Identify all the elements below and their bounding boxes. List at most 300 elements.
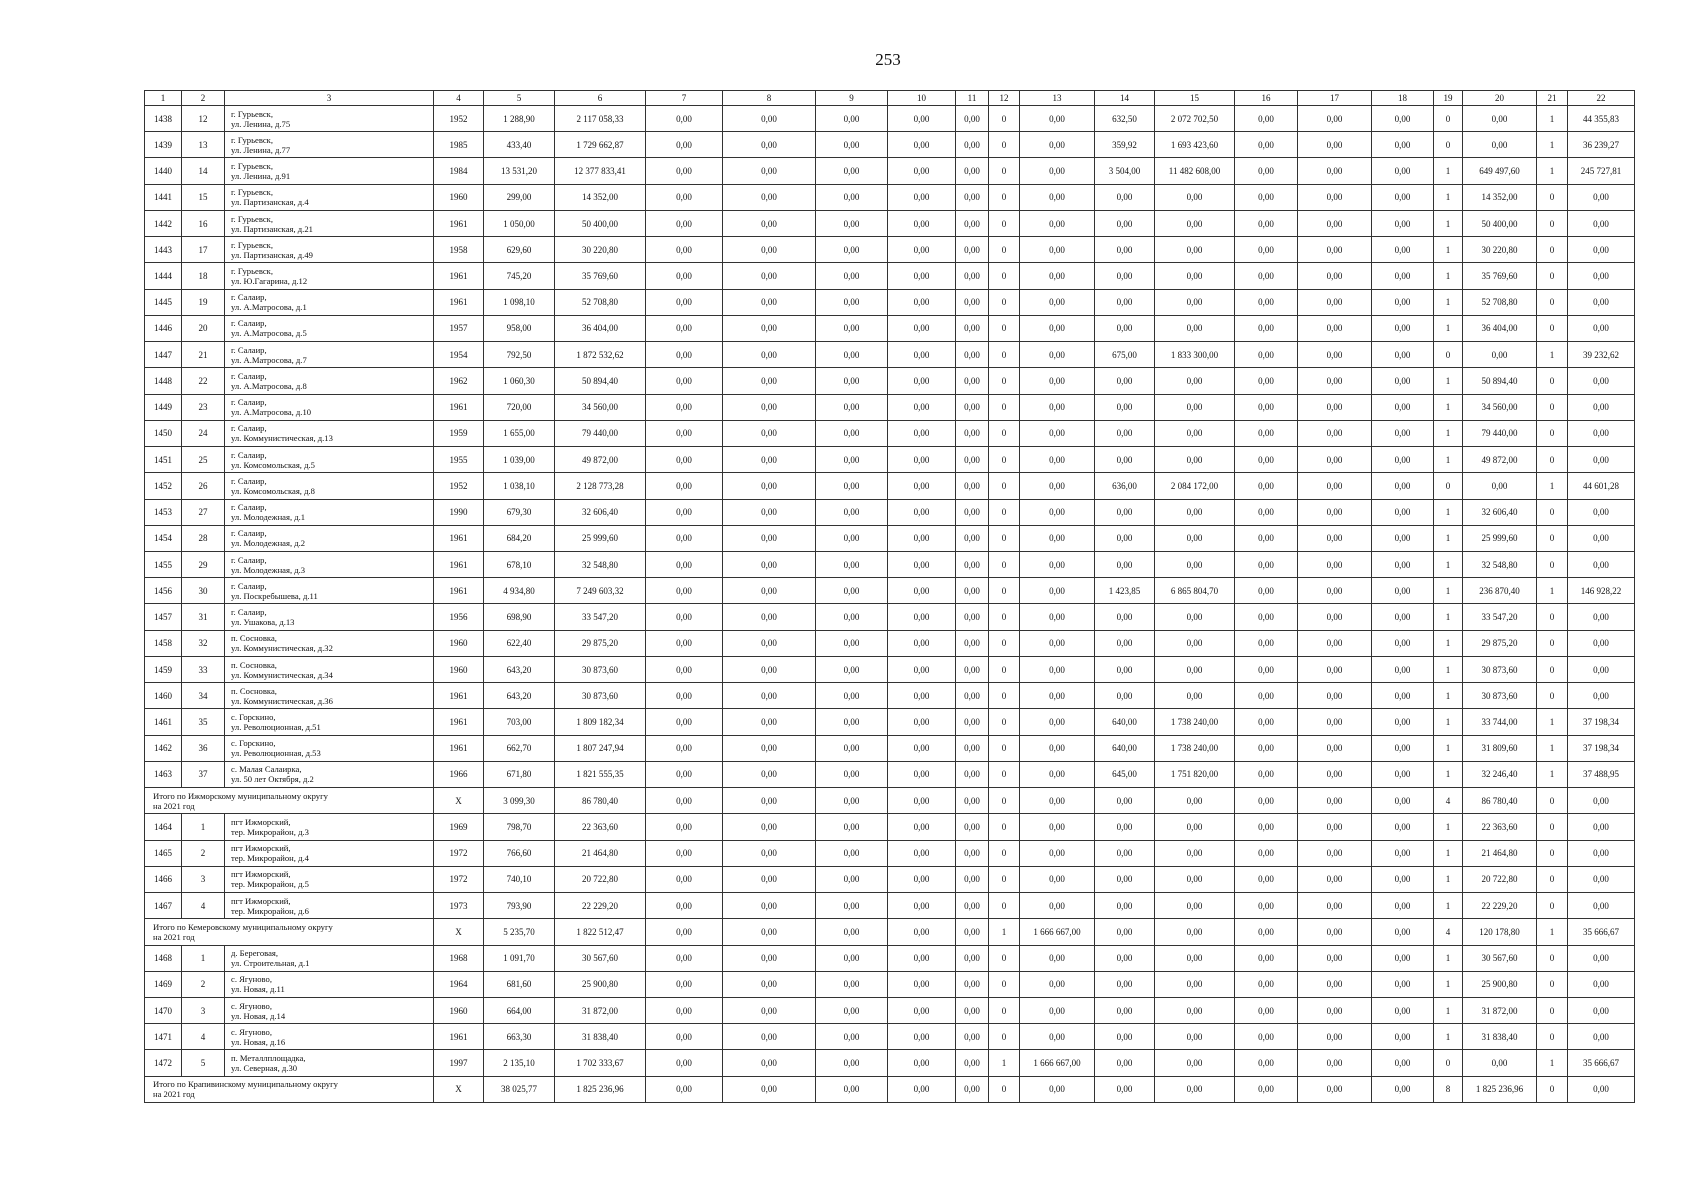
table-row bbox=[145, 473, 1635, 499]
cell-col-22: 0,00 bbox=[1568, 788, 1635, 814]
cell-col-16: 0,00 bbox=[1235, 945, 1298, 971]
cell-col-14: 0,00 bbox=[1095, 919, 1155, 945]
cell-col-15: 1 693 423,60 bbox=[1155, 132, 1235, 158]
cell-col-16: 0,00 bbox=[1235, 315, 1298, 341]
cell-col-1: 1472 bbox=[145, 1050, 182, 1076]
cell-col-22: 0,00 bbox=[1568, 840, 1635, 866]
column-header-3: 3 bbox=[225, 91, 434, 106]
cell-col-9: 0,00 bbox=[816, 840, 888, 866]
cell-col-20: 22 363,60 bbox=[1463, 814, 1537, 840]
cell-col-16: 0,00 bbox=[1235, 106, 1298, 132]
cell-col-22: 0,00 bbox=[1568, 551, 1635, 577]
cell-col-9: 0,00 bbox=[816, 997, 888, 1023]
cell-col-11: 0,00 bbox=[956, 1076, 989, 1102]
cell-col-15: 0,00 bbox=[1155, 184, 1235, 210]
cell-col-16: 0,00 bbox=[1235, 525, 1298, 551]
column-header-17: 17 bbox=[1298, 91, 1372, 106]
cell-col-19: 1 bbox=[1434, 814, 1463, 840]
cell-col-10: 0,00 bbox=[888, 709, 956, 735]
cell-col-21: 1 bbox=[1537, 473, 1568, 499]
cell-col-12: 0 bbox=[989, 289, 1020, 315]
cell-col-19: 4 bbox=[1434, 919, 1463, 945]
cell-col-7: 0,00 bbox=[646, 814, 723, 840]
cell-col-18: 0,00 bbox=[1372, 919, 1434, 945]
cell-col-20: 32 548,80 bbox=[1463, 551, 1537, 577]
cell-col-14: 0,00 bbox=[1095, 394, 1155, 420]
cell-col-12: 0 bbox=[989, 473, 1020, 499]
cell-col-4: 1961 bbox=[434, 210, 484, 236]
cell-col-20: 49 872,00 bbox=[1463, 447, 1537, 473]
cell-col-17: 0,00 bbox=[1298, 866, 1372, 892]
cell-col-21: 1 bbox=[1537, 1050, 1568, 1076]
cell-col-5: 678,10 bbox=[484, 551, 555, 577]
cell-col-9: 0,00 bbox=[816, 420, 888, 446]
cell-col-14: 0,00 bbox=[1095, 604, 1155, 630]
cell-col-15: 0,00 bbox=[1155, 893, 1235, 919]
cell-col-16: 0,00 bbox=[1235, 342, 1298, 368]
cell-col-22: 0,00 bbox=[1568, 210, 1635, 236]
table-row bbox=[145, 866, 1635, 892]
cell-col-15: 0,00 bbox=[1155, 1050, 1235, 1076]
cell-col-6: 35 769,60 bbox=[555, 263, 646, 289]
cell-col-4: 1973 bbox=[434, 893, 484, 919]
cell-col-17: 0,00 bbox=[1298, 473, 1372, 499]
cell-col-8: 0,00 bbox=[723, 997, 816, 1023]
cell-col-5: 684,20 bbox=[484, 525, 555, 551]
cell-col-5: 679,30 bbox=[484, 499, 555, 525]
cell-col-10: 0,00 bbox=[888, 814, 956, 840]
cell-col-17: 0,00 bbox=[1298, 184, 1372, 210]
cell-col-5: 1 039,00 bbox=[484, 447, 555, 473]
cell-col-15: 11 482 608,00 bbox=[1155, 158, 1235, 184]
cell-col-13: 0,00 bbox=[1020, 447, 1095, 473]
cell-col-17: 0,00 bbox=[1298, 709, 1372, 735]
cell-col-19: 1 bbox=[1434, 630, 1463, 656]
cell-col-6: 32 548,80 bbox=[555, 551, 646, 577]
cell-col-12: 0 bbox=[989, 551, 1020, 577]
cell-col-11: 0,00 bbox=[956, 735, 989, 761]
cell-col-13: 0,00 bbox=[1020, 315, 1095, 341]
cell-col-13: 0,00 bbox=[1020, 210, 1095, 236]
cell-col-19: 0 bbox=[1434, 473, 1463, 499]
cell-col-12: 0 bbox=[989, 237, 1020, 263]
address-cell: г. Салаир, ул. А.Матросова, д.10 bbox=[225, 394, 434, 420]
cell-col-18: 0,00 bbox=[1372, 184, 1434, 210]
cell-col-14: 3 504,00 bbox=[1095, 158, 1155, 184]
cell-col-4: 1964 bbox=[434, 971, 484, 997]
cell-col-8: 0,00 bbox=[723, 447, 816, 473]
cell-col-9: 0,00 bbox=[816, 447, 888, 473]
cell-col-14: 640,00 bbox=[1095, 735, 1155, 761]
cell-col-16: 0,00 bbox=[1235, 604, 1298, 630]
cell-col-7: 0,00 bbox=[646, 447, 723, 473]
cell-col-21: 0 bbox=[1537, 394, 1568, 420]
cell-col-6: 79 440,00 bbox=[555, 420, 646, 446]
cell-col-12: 0 bbox=[989, 368, 1020, 394]
cell-col-22: 0,00 bbox=[1568, 893, 1635, 919]
table-row bbox=[145, 683, 1635, 709]
cell-col-16: 0,00 bbox=[1235, 866, 1298, 892]
cell-col-15: 0,00 bbox=[1155, 1024, 1235, 1050]
cell-col-4: 1968 bbox=[434, 945, 484, 971]
cell-col-10: 0,00 bbox=[888, 604, 956, 630]
cell-col-2: 1 bbox=[182, 814, 225, 840]
cell-col-13: 0,00 bbox=[1020, 971, 1095, 997]
cell-col-6: 30 567,60 bbox=[555, 945, 646, 971]
cell-col-6: 49 872,00 bbox=[555, 447, 646, 473]
subtotal-label: Итого по Кемеровскому муниципальному округу на 2021 год bbox=[145, 919, 434, 945]
cell-col-22: 35 666,67 bbox=[1568, 919, 1635, 945]
column-header-6: 6 bbox=[555, 91, 646, 106]
cell-col-8: 0,00 bbox=[723, 788, 816, 814]
column-header-18: 18 bbox=[1372, 91, 1434, 106]
cell-col-6: 30 220,80 bbox=[555, 237, 646, 263]
cell-col-4: 1960 bbox=[434, 630, 484, 656]
cell-col-15: 0,00 bbox=[1155, 656, 1235, 682]
cell-col-4: 1961 bbox=[434, 289, 484, 315]
cell-col-20: 33 744,00 bbox=[1463, 709, 1537, 735]
cell-col-5: 1 655,00 bbox=[484, 420, 555, 446]
cell-col-8: 0,00 bbox=[723, 971, 816, 997]
cell-col-4: 1962 bbox=[434, 368, 484, 394]
cell-col-22: 0,00 bbox=[1568, 683, 1635, 709]
cell-col-17: 0,00 bbox=[1298, 1024, 1372, 1050]
cell-col-16: 0,00 bbox=[1235, 814, 1298, 840]
cell-col-5: 643,20 bbox=[484, 656, 555, 682]
address-cell: п. Металлплощадка, ул. Северная, д.30 bbox=[225, 1050, 434, 1076]
cell-col-19: 1 bbox=[1434, 735, 1463, 761]
cell-col-15: 0,00 bbox=[1155, 1076, 1235, 1102]
address-cell: пгт Ижморский, тер. Микрорайон, д.5 bbox=[225, 866, 434, 892]
cell-col-6: 2 117 058,33 bbox=[555, 106, 646, 132]
cell-col-12: 0 bbox=[989, 132, 1020, 158]
cell-col-9: 0,00 bbox=[816, 525, 888, 551]
cell-col-9: 0,00 bbox=[816, 106, 888, 132]
cell-col-22: 36 239,27 bbox=[1568, 132, 1635, 158]
table-row bbox=[145, 1050, 1635, 1076]
cell-col-8: 0,00 bbox=[723, 945, 816, 971]
cell-col-17: 0,00 bbox=[1298, 1076, 1372, 1102]
cell-col-6: 14 352,00 bbox=[555, 184, 646, 210]
cell-col-20: 0,00 bbox=[1463, 132, 1537, 158]
cell-col-16: 0,00 bbox=[1235, 1024, 1298, 1050]
address-cell: с. Ягуново, ул. Новая, д.14 bbox=[225, 997, 434, 1023]
cell-col-8: 0,00 bbox=[723, 866, 816, 892]
cell-col-4: 1966 bbox=[434, 761, 484, 787]
table-row bbox=[145, 315, 1635, 341]
page-number: 253 bbox=[875, 50, 901, 69]
cell-col-22: 0,00 bbox=[1568, 525, 1635, 551]
cell-col-12: 0 bbox=[989, 525, 1020, 551]
cell-col-4: 1969 bbox=[434, 814, 484, 840]
cell-col-6: 1 702 333,67 bbox=[555, 1050, 646, 1076]
cell-col-1: 1461 bbox=[145, 709, 182, 735]
cell-col-21: 0 bbox=[1537, 840, 1568, 866]
cell-col-21: 1 bbox=[1537, 919, 1568, 945]
cell-col-7: 0,00 bbox=[646, 315, 723, 341]
cell-col-1: 1449 bbox=[145, 394, 182, 420]
cell-col-12: 0 bbox=[989, 447, 1020, 473]
cell-col-12: 0 bbox=[989, 656, 1020, 682]
cell-col-21: 1 bbox=[1537, 106, 1568, 132]
cell-col-6: 25 999,60 bbox=[555, 525, 646, 551]
column-header-20: 20 bbox=[1463, 91, 1537, 106]
cell-col-6: 12 377 833,41 bbox=[555, 158, 646, 184]
cell-col-18: 0,00 bbox=[1372, 761, 1434, 787]
cell-col-7: 0,00 bbox=[646, 368, 723, 394]
table-row bbox=[145, 210, 1635, 236]
cell-col-9: 0,00 bbox=[816, 709, 888, 735]
cell-col-19: 0 bbox=[1434, 132, 1463, 158]
cell-col-9: 0,00 bbox=[816, 656, 888, 682]
cell-col-18: 0,00 bbox=[1372, 1050, 1434, 1076]
cell-col-14: 632,50 bbox=[1095, 106, 1155, 132]
address-cell: г. Салаир, ул. Комсомольская, д.8 bbox=[225, 473, 434, 499]
table-row bbox=[145, 525, 1635, 551]
cell-col-4: X bbox=[434, 919, 484, 945]
cell-col-11: 0,00 bbox=[956, 578, 989, 604]
cell-col-17: 0,00 bbox=[1298, 919, 1372, 945]
address-cell: г. Гурьевск, ул. Ленина, д.91 bbox=[225, 158, 434, 184]
cell-col-16: 0,00 bbox=[1235, 184, 1298, 210]
cell-col-13: 0,00 bbox=[1020, 630, 1095, 656]
cell-col-20: 22 229,20 bbox=[1463, 893, 1537, 919]
cell-col-9: 0,00 bbox=[816, 368, 888, 394]
cell-col-7: 0,00 bbox=[646, 866, 723, 892]
cell-col-4: 1960 bbox=[434, 184, 484, 210]
cell-col-13: 0,00 bbox=[1020, 420, 1095, 446]
cell-col-8: 0,00 bbox=[723, 814, 816, 840]
column-header-10: 10 bbox=[888, 91, 956, 106]
subtotal-row bbox=[145, 1076, 1635, 1102]
cell-col-12: 0 bbox=[989, 499, 1020, 525]
address-cell: п. Сосновка, ул. Коммунистическая, д.36 bbox=[225, 683, 434, 709]
cell-col-7: 0,00 bbox=[646, 840, 723, 866]
cell-col-22: 0,00 bbox=[1568, 184, 1635, 210]
address-cell: пгт Ижморский, тер. Микрорайон, д.6 bbox=[225, 893, 434, 919]
cell-col-18: 0,00 bbox=[1372, 814, 1434, 840]
cell-col-8: 0,00 bbox=[723, 656, 816, 682]
cell-col-20: 32 606,40 bbox=[1463, 499, 1537, 525]
cell-col-15: 0,00 bbox=[1155, 289, 1235, 315]
cell-col-5: 629,60 bbox=[484, 237, 555, 263]
cell-col-6: 22 229,20 bbox=[555, 893, 646, 919]
cell-col-14: 0,00 bbox=[1095, 971, 1155, 997]
cell-col-13: 0,00 bbox=[1020, 394, 1095, 420]
cell-col-9: 0,00 bbox=[816, 893, 888, 919]
cell-col-22: 245 727,81 bbox=[1568, 158, 1635, 184]
cell-col-19: 1 bbox=[1434, 945, 1463, 971]
cell-col-5: 1 050,00 bbox=[484, 210, 555, 236]
table-row bbox=[145, 997, 1635, 1023]
cell-col-11: 0,00 bbox=[956, 945, 989, 971]
column-header-7: 7 bbox=[646, 91, 723, 106]
cell-col-13: 0,00 bbox=[1020, 709, 1095, 735]
cell-col-20: 31 872,00 bbox=[1463, 997, 1537, 1023]
cell-col-12: 0 bbox=[989, 210, 1020, 236]
cell-col-17: 0,00 bbox=[1298, 761, 1372, 787]
cell-col-8: 0,00 bbox=[723, 1050, 816, 1076]
cell-col-10: 0,00 bbox=[888, 971, 956, 997]
cell-col-9: 0,00 bbox=[816, 945, 888, 971]
cell-col-5: 2 135,10 bbox=[484, 1050, 555, 1076]
cell-col-11: 0,00 bbox=[956, 394, 989, 420]
cell-col-16: 0,00 bbox=[1235, 656, 1298, 682]
cell-col-17: 0,00 bbox=[1298, 525, 1372, 551]
cell-col-20: 86 780,40 bbox=[1463, 788, 1537, 814]
cell-col-15: 0,00 bbox=[1155, 237, 1235, 263]
cell-col-9: 0,00 bbox=[816, 919, 888, 945]
cell-col-7: 0,00 bbox=[646, 971, 723, 997]
cell-col-12: 0 bbox=[989, 893, 1020, 919]
cell-col-13: 0,00 bbox=[1020, 1024, 1095, 1050]
cell-col-9: 0,00 bbox=[816, 604, 888, 630]
cell-col-7: 0,00 bbox=[646, 709, 723, 735]
cell-col-13: 0,00 bbox=[1020, 551, 1095, 577]
cell-col-14: 0,00 bbox=[1095, 210, 1155, 236]
table-row bbox=[145, 945, 1635, 971]
cell-col-5: 1 038,10 bbox=[484, 473, 555, 499]
cell-col-12: 0 bbox=[989, 604, 1020, 630]
cell-col-13: 0,00 bbox=[1020, 735, 1095, 761]
cell-col-21: 0 bbox=[1537, 604, 1568, 630]
cell-col-4: X bbox=[434, 788, 484, 814]
cell-col-9: 0,00 bbox=[816, 210, 888, 236]
cell-col-17: 0,00 bbox=[1298, 840, 1372, 866]
cell-col-17: 0,00 bbox=[1298, 630, 1372, 656]
cell-col-15: 0,00 bbox=[1155, 840, 1235, 866]
cell-col-18: 0,00 bbox=[1372, 1076, 1434, 1102]
cell-col-2: 25 bbox=[182, 447, 225, 473]
cell-col-1: 1457 bbox=[145, 604, 182, 630]
cell-col-6: 34 560,00 bbox=[555, 394, 646, 420]
cell-col-10: 0,00 bbox=[888, 578, 956, 604]
cell-col-16: 0,00 bbox=[1235, 1050, 1298, 1076]
cell-col-13: 0,00 bbox=[1020, 604, 1095, 630]
cell-col-4: 1956 bbox=[434, 604, 484, 630]
cell-col-18: 0,00 bbox=[1372, 630, 1434, 656]
cell-col-12: 0 bbox=[989, 342, 1020, 368]
cell-col-14: 640,00 bbox=[1095, 709, 1155, 735]
cell-col-5: 740,10 bbox=[484, 866, 555, 892]
table-row bbox=[145, 840, 1635, 866]
cell-col-1: 1460 bbox=[145, 683, 182, 709]
cell-col-13: 0,00 bbox=[1020, 893, 1095, 919]
cell-col-8: 0,00 bbox=[723, 210, 816, 236]
cell-col-12: 0 bbox=[989, 394, 1020, 420]
cell-col-9: 0,00 bbox=[816, 499, 888, 525]
cell-col-8: 0,00 bbox=[723, 420, 816, 446]
cell-col-5: 1 098,10 bbox=[484, 289, 555, 315]
cell-col-17: 0,00 bbox=[1298, 893, 1372, 919]
table-row bbox=[145, 132, 1635, 158]
cell-col-4: 1984 bbox=[434, 158, 484, 184]
table-row bbox=[145, 499, 1635, 525]
cell-col-10: 0,00 bbox=[888, 210, 956, 236]
cell-col-10: 0,00 bbox=[888, 289, 956, 315]
cell-col-18: 0,00 bbox=[1372, 315, 1434, 341]
cell-col-17: 0,00 bbox=[1298, 551, 1372, 577]
cell-col-9: 0,00 bbox=[816, 1076, 888, 1102]
cell-col-10: 0,00 bbox=[888, 893, 956, 919]
table-row bbox=[145, 342, 1635, 368]
cell-col-20: 0,00 bbox=[1463, 473, 1537, 499]
cell-col-17: 0,00 bbox=[1298, 656, 1372, 682]
column-header-2: 2 bbox=[182, 91, 225, 106]
cell-col-7: 0,00 bbox=[646, 919, 723, 945]
cell-col-13: 0,00 bbox=[1020, 368, 1095, 394]
cell-col-18: 0,00 bbox=[1372, 551, 1434, 577]
cell-col-1: 1463 bbox=[145, 761, 182, 787]
cell-col-13: 0,00 bbox=[1020, 263, 1095, 289]
cell-col-21: 0 bbox=[1537, 237, 1568, 263]
cell-col-14: 0,00 bbox=[1095, 945, 1155, 971]
cell-col-21: 1 bbox=[1537, 158, 1568, 184]
cell-col-16: 0,00 bbox=[1235, 499, 1298, 525]
cell-col-18: 0,00 bbox=[1372, 342, 1434, 368]
cell-col-5: 792,50 bbox=[484, 342, 555, 368]
cell-col-12: 0 bbox=[989, 1024, 1020, 1050]
cell-col-2: 4 bbox=[182, 1024, 225, 1050]
cell-col-9: 0,00 bbox=[816, 735, 888, 761]
cell-col-8: 0,00 bbox=[723, 761, 816, 787]
cell-col-7: 0,00 bbox=[646, 893, 723, 919]
cell-col-14: 0,00 bbox=[1095, 683, 1155, 709]
column-header-22: 22 bbox=[1568, 91, 1635, 106]
cell-col-2: 23 bbox=[182, 394, 225, 420]
cell-col-11: 0,00 bbox=[956, 1050, 989, 1076]
cell-col-14: 0,00 bbox=[1095, 447, 1155, 473]
cell-col-1: 1438 bbox=[145, 106, 182, 132]
cell-col-15: 0,00 bbox=[1155, 630, 1235, 656]
cell-col-19: 1 bbox=[1434, 683, 1463, 709]
cell-col-1: 1444 bbox=[145, 263, 182, 289]
cell-col-4: 1972 bbox=[434, 840, 484, 866]
cell-col-11: 0,00 bbox=[956, 551, 989, 577]
cell-col-19: 0 bbox=[1434, 342, 1463, 368]
cell-col-19: 1 bbox=[1434, 368, 1463, 394]
cell-col-4: 1961 bbox=[434, 551, 484, 577]
cell-col-6: 32 606,40 bbox=[555, 499, 646, 525]
cell-col-11: 0,00 bbox=[956, 342, 989, 368]
address-cell: г. Гурьевск, ул. Ю.Гагарина, д.12 bbox=[225, 263, 434, 289]
cell-col-19: 1 bbox=[1434, 656, 1463, 682]
cell-col-14: 645,00 bbox=[1095, 761, 1155, 787]
cell-col-20: 32 246,40 bbox=[1463, 761, 1537, 787]
cell-col-4: 1957 bbox=[434, 315, 484, 341]
cell-col-16: 0,00 bbox=[1235, 997, 1298, 1023]
address-cell: с. Ягуново, ул. Новая, д.16 bbox=[225, 1024, 434, 1050]
cell-col-13: 0,00 bbox=[1020, 656, 1095, 682]
cell-col-22: 0,00 bbox=[1568, 945, 1635, 971]
cell-col-16: 0,00 bbox=[1235, 289, 1298, 315]
cell-col-9: 0,00 bbox=[816, 630, 888, 656]
cell-col-10: 0,00 bbox=[888, 551, 956, 577]
cell-col-15: 0,00 bbox=[1155, 420, 1235, 446]
cell-col-1: 1467 bbox=[145, 893, 182, 919]
cell-col-20: 25 999,60 bbox=[1463, 525, 1537, 551]
cell-col-17: 0,00 bbox=[1298, 578, 1372, 604]
cell-col-16: 0,00 bbox=[1235, 630, 1298, 656]
cell-col-4: 1961 bbox=[434, 683, 484, 709]
cell-col-18: 0,00 bbox=[1372, 578, 1434, 604]
cell-col-14: 0,00 bbox=[1095, 1076, 1155, 1102]
cell-col-14: 0,00 bbox=[1095, 788, 1155, 814]
cell-col-22: 0,00 bbox=[1568, 814, 1635, 840]
cell-col-14: 0,00 bbox=[1095, 184, 1155, 210]
cell-col-20: 50 894,40 bbox=[1463, 368, 1537, 394]
cell-col-2: 31 bbox=[182, 604, 225, 630]
